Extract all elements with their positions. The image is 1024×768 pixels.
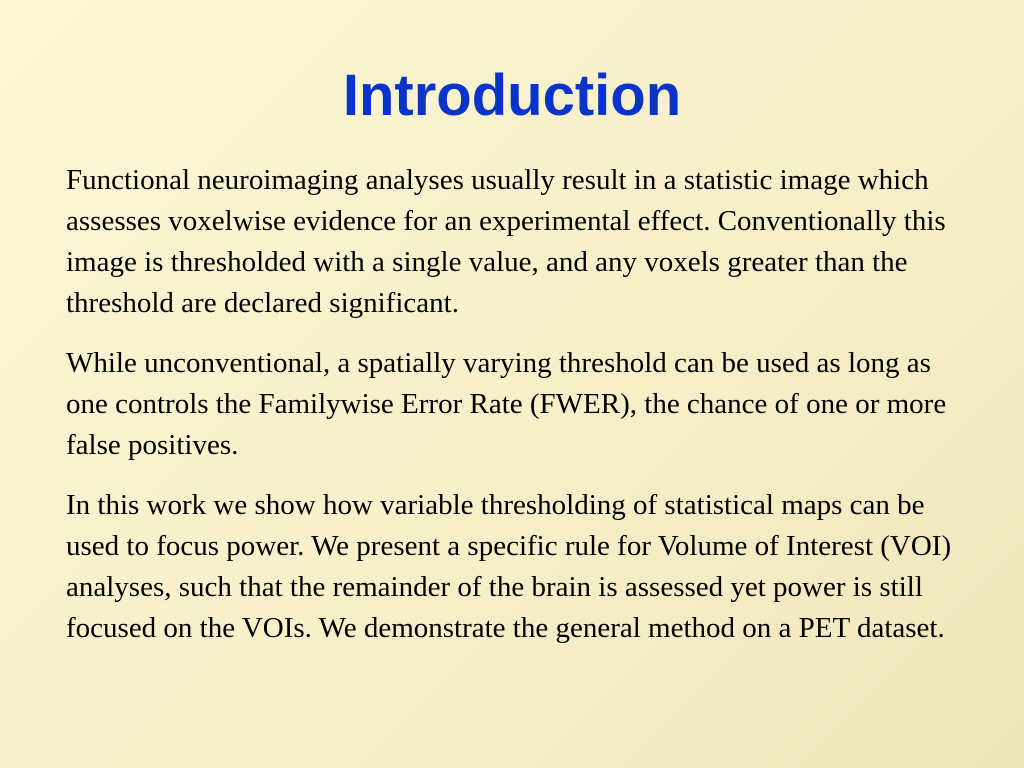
paragraph-2: While unconventional, a spatially varying threshold can be used as long as one controls the Familywise Error Rate (FWER), the chance of one or more false positives. [66, 347, 947, 461]
paragraph-3: In this work we show how variable thresholding of statistical maps can be used to focus power. We present a specific rule for Volume of Interest (VOI) analyses, such that the remainder of the brain is assessed yet power is still focused on the VOIs. We demonstrate the general method on a PET dataset. [66, 489, 952, 644]
paragraph-1: Functional neuroimaging analyses usually result in a statistic image which assesses voxelwise evidence for an experimental effect. Conventionally this image is thresholded with a single value, and any voxels greater than the threshold are declared significant. [66, 164, 946, 319]
slide-title: Introduction [342, 63, 682, 128]
slide-body [66, 160, 966, 668]
